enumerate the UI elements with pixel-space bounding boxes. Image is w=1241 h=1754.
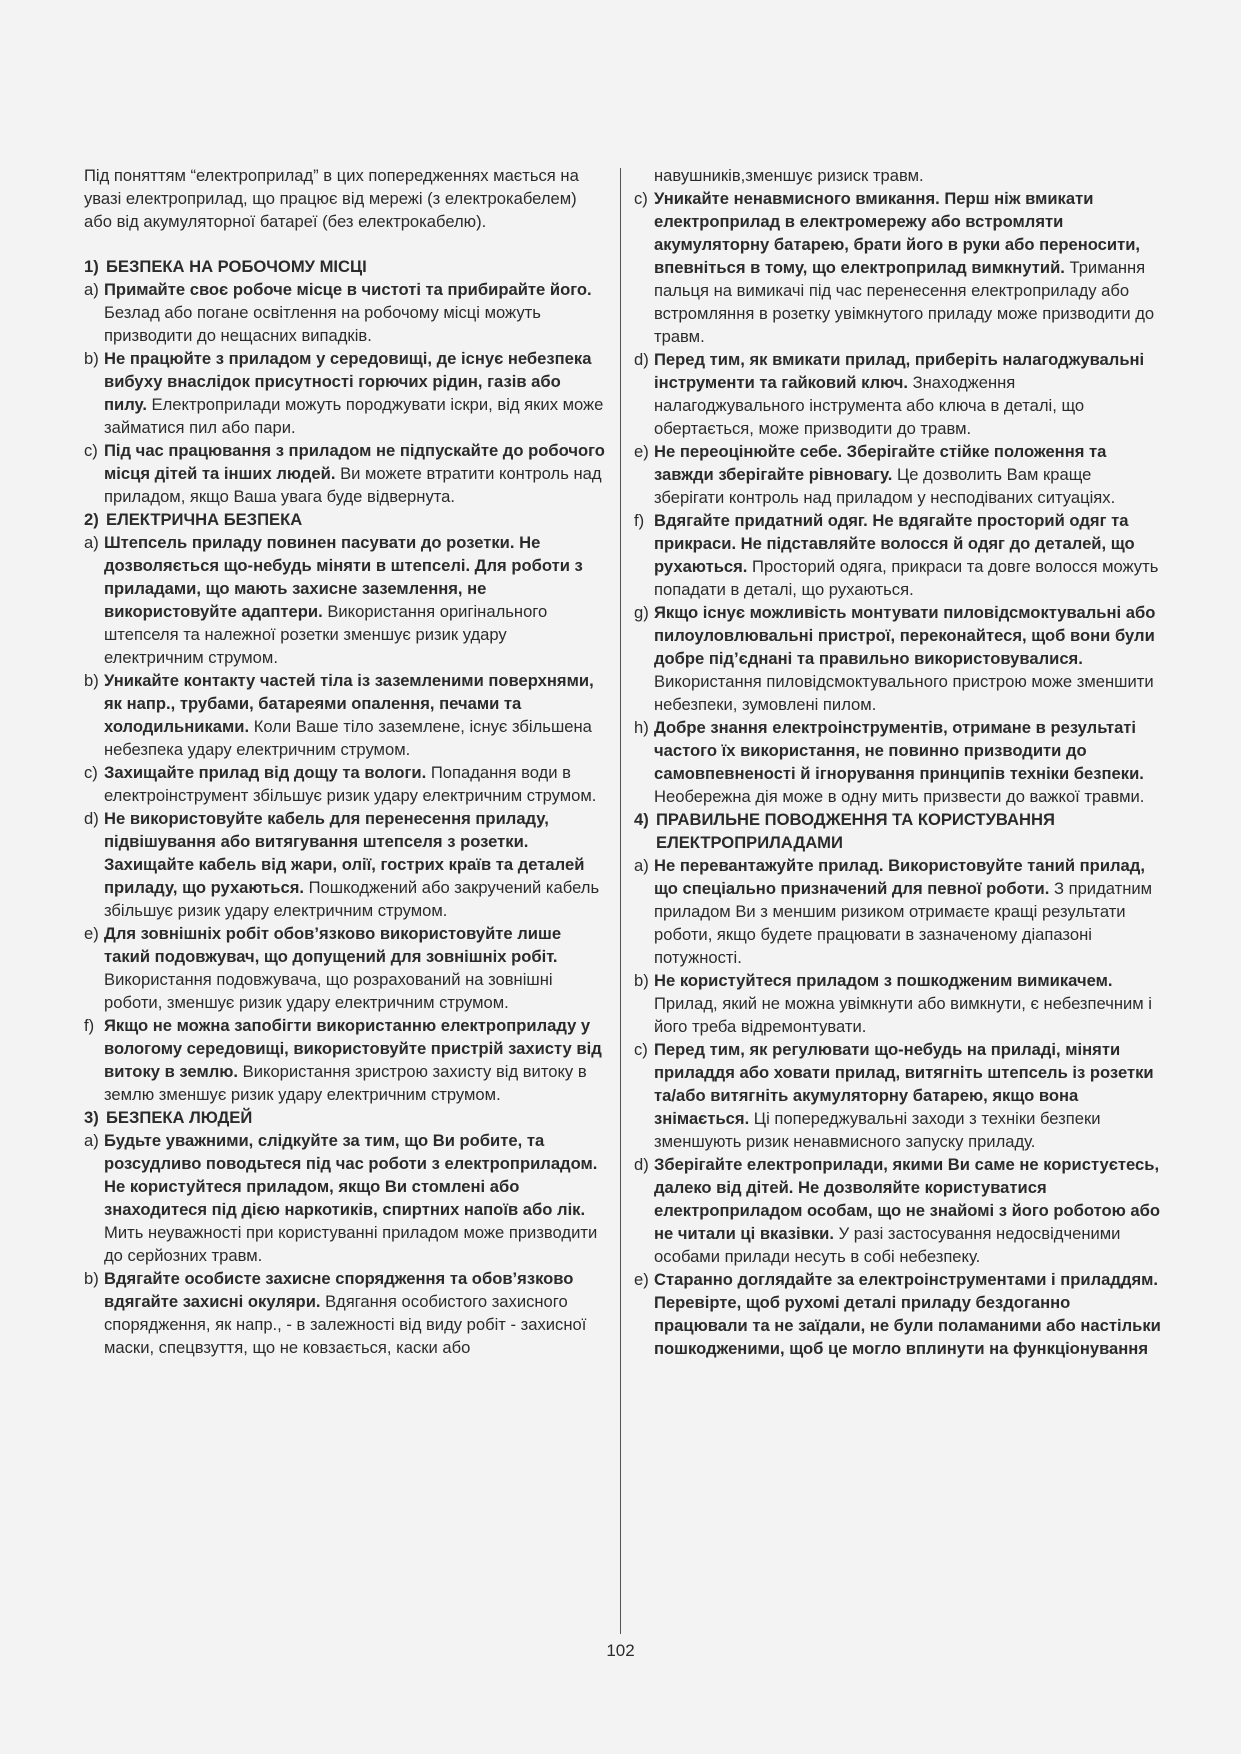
column-divider — [620, 168, 621, 1634]
list-item: d) Перед тим, як вмикати прилад, приберіть налагоджувальні інструменти та гайковий ключ. Знаходження налагоджувального інструмента або ключа в деталі, що обертається, може призводити до травм. — [634, 350, 1145, 438]
list-item: b) Уникайте контакту частей тіла із заземленими поверхнями, як напр., трубами, батареями опалення, печами та холодильниками. Коли Ваше тіло заземлене, існує збільшена небезпека удару електричним струмом. — [84, 671, 594, 759]
list-item: d) Зберігайте електроприлади, якими Ви саме не користуєтесь, далеко від дітей. Не дозволяйте користуватися електроприладом особам, що не знайомі з його роботою або не читали ці вказівки. У разі застосування недосвідченими особами прилади несуть в собі небезпеку. — [634, 1155, 1161, 1266]
list-item: c) Перед тим, як регулювати що-небудь на приладі, міняти приладдя або ховати прилад, витягніть штепсель із розетки та/або витягніть акумуляторну батарею, якщо вона знімається. Ці попереджувальні заходи з техніки безпеки зменшують ризик ненавмисного запуску приладу. — [634, 1040, 1154, 1151]
list-item: b) Вдягайте особисте захисне спорядження та обов’язково вдягайте захисні окуляри. Вдягання особистого захисного спорядження, як напр., - в залежності від виду робіт - захисної маски, спецвзуття, що не ковзається, каски або — [84, 1269, 587, 1357]
list-item: h) Добре знання електроінструментів, отримане в результаті частого їх використання, не повинно призводити до самовпевненості й ігнорування принципів техніки безпеки. Необережна дія може в одну мить призвести до важкої травми. — [634, 718, 1145, 806]
list-item: a) Будьте уважними, слідкуйте за тим, що Ви робите, та розсудливо поводьтеся під час роботи з електроприладом. Не користуйтеся приладом, якщо Ви стомлені або знаходитеся під дією наркотиків, спиртних напоїв або лік. Мить неуважності при користуванні приладом може призводити до серйозних травм. — [84, 1131, 598, 1265]
list-item: b) Не користуйтеся приладом з пошкодженим вимикачем. Прилад, який не можна увімкнути або вимкнути, є небезпечним і його треба відремонтувати. — [634, 971, 1152, 1036]
list-item: e) Не переоцінюйте себе. Зберігайте стійке положення та завжди зберігайте рівновагу. Це дозволить Вам краще зберігати контроль над приладом у несподіваних ситуаціях. — [634, 442, 1116, 507]
list-item: e) Старанно доглядайте за електроінструментами і приладдям. Перевірте, щоб рухомі деталі приладу бездоганно працювали та не заїдали, не були поламаними або настільки пошкодженими, щоб це могло вплинути на функціонування — [634, 1270, 1161, 1358]
section-heading-3: 3) БЕЗПЕКА ЛЮДЕЙ — [84, 1108, 253, 1127]
list-item: a) Не перевантажуйте прилад. Використовуйте таний прилад, що спеціально призначений для певної роботи. З придатним приладом Ви з меншим ризиком отримаєте кращі результати роботи, якщо будете працювати в зазначеному діапазоні потужності. — [634, 856, 1153, 967]
page-number: 102 — [606, 1641, 635, 1660]
list-item: c) Під час працювання з приладом не підпускайте до робочого місця дітей та інших людей. Ви можете втратити контроль над приладом, якщо Ваша увага буде відвернута. — [84, 441, 605, 506]
list-item: e) Для зовнішніх робіт обов’язково використовуйте лише такий подовжувач, що допущений для зовнішніх робіт. Використання подовжувача, що розрахований на зовнішні роботи, зменшує ризик удару електричним струмом. — [84, 924, 562, 1012]
list-item: a) Примайте своє робоче місце в чистоті та прибирайте його. Безлад або погане освітлення на робочому місці можуть призводити до нещасних випадків. — [84, 280, 592, 345]
right-column — [634, 164, 1164, 1360]
list-item: g) Якщо існує можливість монтувати пиловідсмоктувальні або пилоуловлювальні пристрої, переконайтеся, щоб вони були добре під’єднані та правильно використовувалися. Використання пиловідсмоктувального пристрою може зменшити небезпеки, зумовлені пилом. — [634, 603, 1156, 714]
list-item: a) Штепсель приладу повинен пасувати до розетки. Не дозволяється що-небудь міняти в штепселі. Для роботи з приладами, що мають захисне заземлення, не використовуйте адаптери. Використання оригінального штепселя та належної розетки зменшує ризик удару електричним струмом. — [84, 533, 583, 667]
continued-text: навушників,зменшує ризиск травм. — [654, 166, 924, 185]
section-heading-2: 2) ЕЛЕКТРИЧНА БЕЗПЕКА — [84, 510, 303, 529]
list-item: c) Уникайте ненавмисного вмикання. Перш ніж вмикати електроприлад в електромережу або встромляти акумуляторну батарею, брати його в руки або переносити, впевніться в тому, що електроприлад вимкнутий. Тримання пальця на вимикачі під час перенесення електроприладу або встромляння в розетку увімкнутого приладу може призводити до травм. — [634, 189, 1155, 346]
section-heading-4: 4) ПРАВИЛЬНЕ ПОВОДЖЕННЯ ТА КОРИСТУВАННЯ ЕЛЕКТРОПРИЛАДАМИ — [634, 810, 1055, 852]
list-item: b) Не працюйте з приладом у середовищі, де існує небезпека вибуху внаслідок присутності горючих рідин, газів або пилу. Електроприлади можуть породжувати іскри, від яких може займатися пил або пари. — [84, 349, 604, 437]
section-heading-1: 1) БЕЗПЕКА НА РОБОЧОМУ МІСЦІ — [84, 257, 367, 276]
list-item: f) Якщо не можна запобігти використанню електроприладу у вологому середовищі, використовуйте пристрій захисту від витоку в землю. Використання зристрою захисту від витоку в землю зменшує ризик удару електричним струмом. — [84, 1016, 602, 1104]
list-item: f) Вдягайте придатний одяг. Не вдягайте просторий одяг та прикраси. Не підставляйте волосся й одяг до деталей, що рухаються. Просторий одяга, прикраси та довге волосся можуть попадати в деталі, що рухаються. — [634, 511, 1159, 599]
intro-paragraph: Під поняттям “електроприлад” в цих попередженнях мається на увазі електроприлад, що працює від мережі (з електрокабелем) або від акумуляторної батареї (без електрокабелю). — [84, 166, 579, 231]
list-item: c) Захищайте прилад від дощу та вологи. Попадання води в електроінструмент збільшує ризик удару електричним струмом. — [84, 763, 597, 805]
list-item: d) Не використовуйте кабель для перенесення приладу, підвішування або витягування штепселя з розетки. Захищайте кабель від жари, олії, гострих країв та деталей приладу, що рухаються. Пошкоджений або закручений кабель збільшує ризик удару електричним струмом. — [84, 809, 600, 920]
left-column — [84, 164, 606, 1359]
